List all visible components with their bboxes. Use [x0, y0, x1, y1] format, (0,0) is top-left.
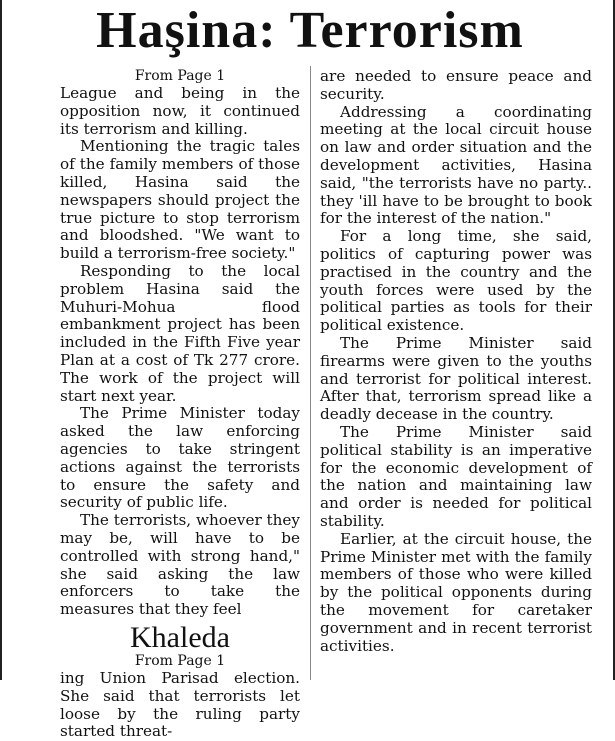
article-paragraph: Addressing a coordinating meeting at the local circuit house on law and order situation and the development activities, Hasina said, "the terrorists have no party.. they 'ill have to be brought to book for the interest of the nation." — [320, 102, 592, 228]
article-paragraph: The Prime Minister said political stability is an imperative for the economic development of the nation and maintaining law and order is needed for political stability. — [320, 422, 592, 530]
right-column — [320, 68, 592, 655]
article-paragraph: The Prime Minister today asked the law enforcing agencies to take stringent actions against the terrorists to ensure the safety and security of public life. — [60, 404, 300, 512]
headline: Haşina: Terrorism — [96, 2, 524, 59]
article-paragraph: Mentioning the tragic tales of the family members of those killed, Hasina said the newspapers should project the true picture to stop terrorism and bloodshed. "We want to build a terrorism-free society." — [60, 137, 300, 263]
article-paragraph: League and being in the opposition now, it continued its terrorism and killing. — [60, 84, 300, 138]
article-paragraph: Earlier, at the circuit house, the Prime Minister met with the family members of those who were killed by the political opponents during the movement for caretaker government and in recent terrorist activities. — [320, 529, 592, 655]
left-column — [60, 68, 300, 741]
article-paragraph: The Prime Minister said firearms were given to the youths and terrorist for political interest. After that, terrorism spread like a deadly decease in the country. — [320, 333, 592, 424]
article-paragraph: are needed to ensure peace and security. — [320, 67, 592, 103]
article-paragraph: ing Union Parisad election. She said that terrorists let loose by the ruling party started threat- — [60, 668, 300, 741]
second-headline: Khaleda — [130, 620, 230, 654]
second-jump-label: From Page 1 — [134, 652, 226, 669]
column-divider — [310, 66, 311, 680]
article-paragraph: Responding to the local problem Hasina said the Muhuri-Mohua flood embankment project has been included in the Fifth Five year Plan at a cost of Tk 277 crore. The work of the project will start next year. — [60, 261, 300, 405]
article-paragraph: For a long time, she said, politics of capturing power was practised in the country and the youth forces were used by the political parties as tools for their political existence. — [320, 227, 592, 335]
article-paragraph: The terrorists, whoever they may be, will have to be controlled with strong hand," she said asking the law enforcers to take the measures that they feel — [60, 511, 300, 619]
jump-label: From Page 1 — [134, 68, 226, 84]
